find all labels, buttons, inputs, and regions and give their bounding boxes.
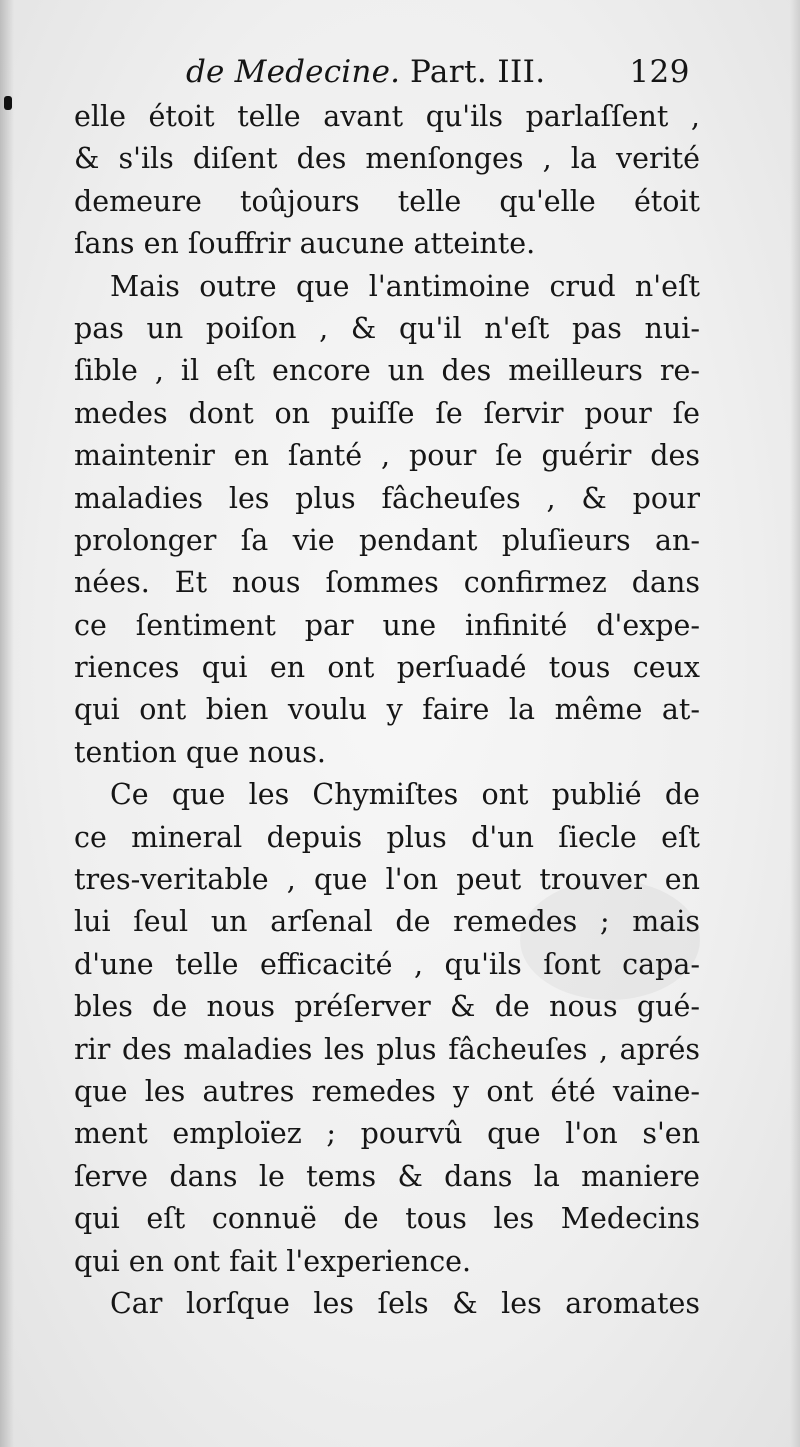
text-line: & s'ils diſent des menſonges , la verité — [74, 142, 700, 176]
page-edge-shadow — [0, 0, 14, 1447]
page-edge-shadow — [790, 0, 800, 1447]
text-line: ment emploïez ; pourvû que l'on s'en — [74, 1117, 700, 1151]
body-text — [74, 96, 700, 1325]
text-line: ſerve dans le tems & dans la maniere — [74, 1159, 700, 1193]
part-label: Part. III. — [410, 54, 546, 90]
text-line: demeure toûjours telle qu'elle étoit — [74, 184, 700, 218]
text-line: riences qui en ont perſuadé tous ceux — [74, 651, 700, 685]
text-line: qui en ont fait l'experience. — [74, 1244, 472, 1278]
text-line: d'une telle efficacité , qu'ils ſont capa- — [74, 947, 700, 981]
text-line: que les autres remedes y ont été vaine- — [74, 1074, 700, 1108]
ink-mark — [4, 96, 12, 110]
text-line: lui ſeul un arſenal de remedes ; mais — [74, 905, 700, 939]
text-line: rir des maladies les plus fâcheuſes , aprés — [74, 1032, 700, 1066]
page-number: 129 — [629, 54, 690, 90]
text-line: nées. Et nous ſommes confirmez dans — [74, 566, 700, 600]
paragraph-first-line: Ce que les Chymiſtes ont publié de — [110, 778, 700, 812]
paragraph-first-line: Car lorſque les ſels & les aromates — [110, 1286, 700, 1320]
paragraph-first-line: Mais outre que l'antimoine crud n'eſt — [110, 269, 700, 303]
text-line: bles de nous préſerver & de nous gué- — [74, 990, 700, 1024]
text-line: pas un poiſon , & qu'il n'eſt pas nui- — [74, 311, 700, 345]
text-line: maintenir en ſanté , pour ſe guérir des — [74, 439, 700, 473]
text-line: ſible , il eſt encore un des meilleurs re- — [74, 354, 700, 388]
text-line: ſans en ſouffrir aucune atteinte. — [74, 227, 536, 261]
text-line: qui eſt connuë de tous les Medecins — [74, 1202, 700, 1236]
text-line: tention que nous. — [74, 735, 326, 769]
text-line: medes dont on puiſſe ſe ſervir pour ſe — [74, 396, 700, 430]
text-line: elle étoit telle avant qu'ils parlaſſent , — [74, 100, 700, 133]
text-line: ce mineral depuis plus d'un ſiecle eſt — [74, 820, 700, 854]
text-line: tres-veritable , que l'on peut trouver en — [74, 863, 700, 897]
text-line: ce ſentiment par une infinité d'expe- — [74, 608, 700, 642]
text-line: maladies les plus fâcheuſes , & pour — [74, 481, 700, 515]
running-header — [74, 48, 694, 98]
running-title: de Medecine. — [186, 54, 401, 90]
text-line: qui ont bien voulu y faire la même at- — [74, 693, 700, 727]
text-line: prolonger ſa vie pendant pluſieurs an- — [74, 523, 700, 557]
